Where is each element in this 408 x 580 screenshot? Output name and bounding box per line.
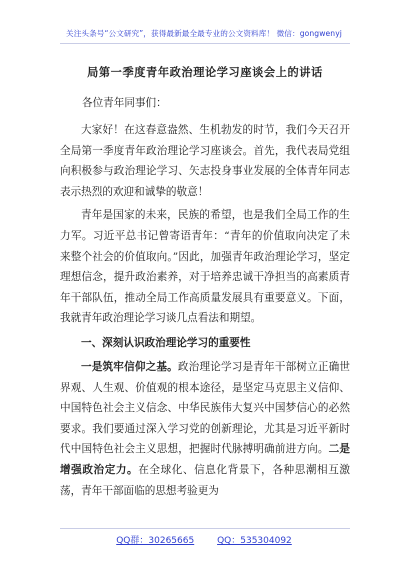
footer-contacts	[0, 533, 408, 546]
header-promo-text: 关注头条号“公文研究”，获得最新最全最专业的公文资料库！ 微信：gongwenyj	[66, 29, 342, 38]
point2-text: 在全球化、信息化背景下，各种思潮相互激荡，青年干部面临的思想考验更为	[60, 463, 350, 497]
point1-lead: 一是筑牢信仰之基。	[81, 360, 178, 373]
point1-text: 政治理论学习是青年干部树立正确世界观、人生观、价值观的根本途径，是坚定马克思主义信仰、中国特色社会主义信念、中华民族伟大复兴中国梦信心的必然要求。我们要通过深入学习党的创新理论，尤其是习近平新时代中国特色社会主义思想，把握时代脉搏明确前进方向。	[60, 360, 351, 456]
document-body	[60, 64, 350, 504]
point2-lead: 二是增强政治定力。	[60, 443, 351, 476]
header-divider	[60, 43, 350, 44]
document-title: 局第一季度青年政治理论学习座谈会上的讲话	[87, 65, 323, 79]
paragraph-opening: 大家好！在这春意盎然、生机勃发的时节，我们今天召开全局第一季度青年政治理论学习座谈会。首先，我代表局党组向积极参与政治理论学习、矢志投身事业发展的全体青年同志表示热烈的欢迎和诚挚的敬意！	[60, 124, 350, 198]
paragraph-youth: 青年是国家的未来，民族的希望，也是我们全局工作的生力军。习近平总书记曾寄语青年：“青年的价值取向决定了未来整个社会的价值取向。”因此，加强青年政治理论学习，坚定理想信念，提升政治素养，对于培养忠诚干净担当的高素质青年干部队伍，推动全局工作高质量发展具有重要意义。下面，我就青年政治理论学习谈几点看法和期望。	[60, 209, 350, 325]
footer-qq-group-link[interactable]: QQ群：30265665	[116, 536, 195, 546]
paragraph-points	[60, 357, 350, 501]
footer-divider	[60, 528, 350, 529]
salutation: 各位青年同事们：	[82, 97, 167, 109]
footer-qq-link[interactable]: QQ：535304092	[217, 536, 292, 546]
section-heading-1: 一、深刻认识政治理论学习的重要性	[81, 336, 251, 349]
